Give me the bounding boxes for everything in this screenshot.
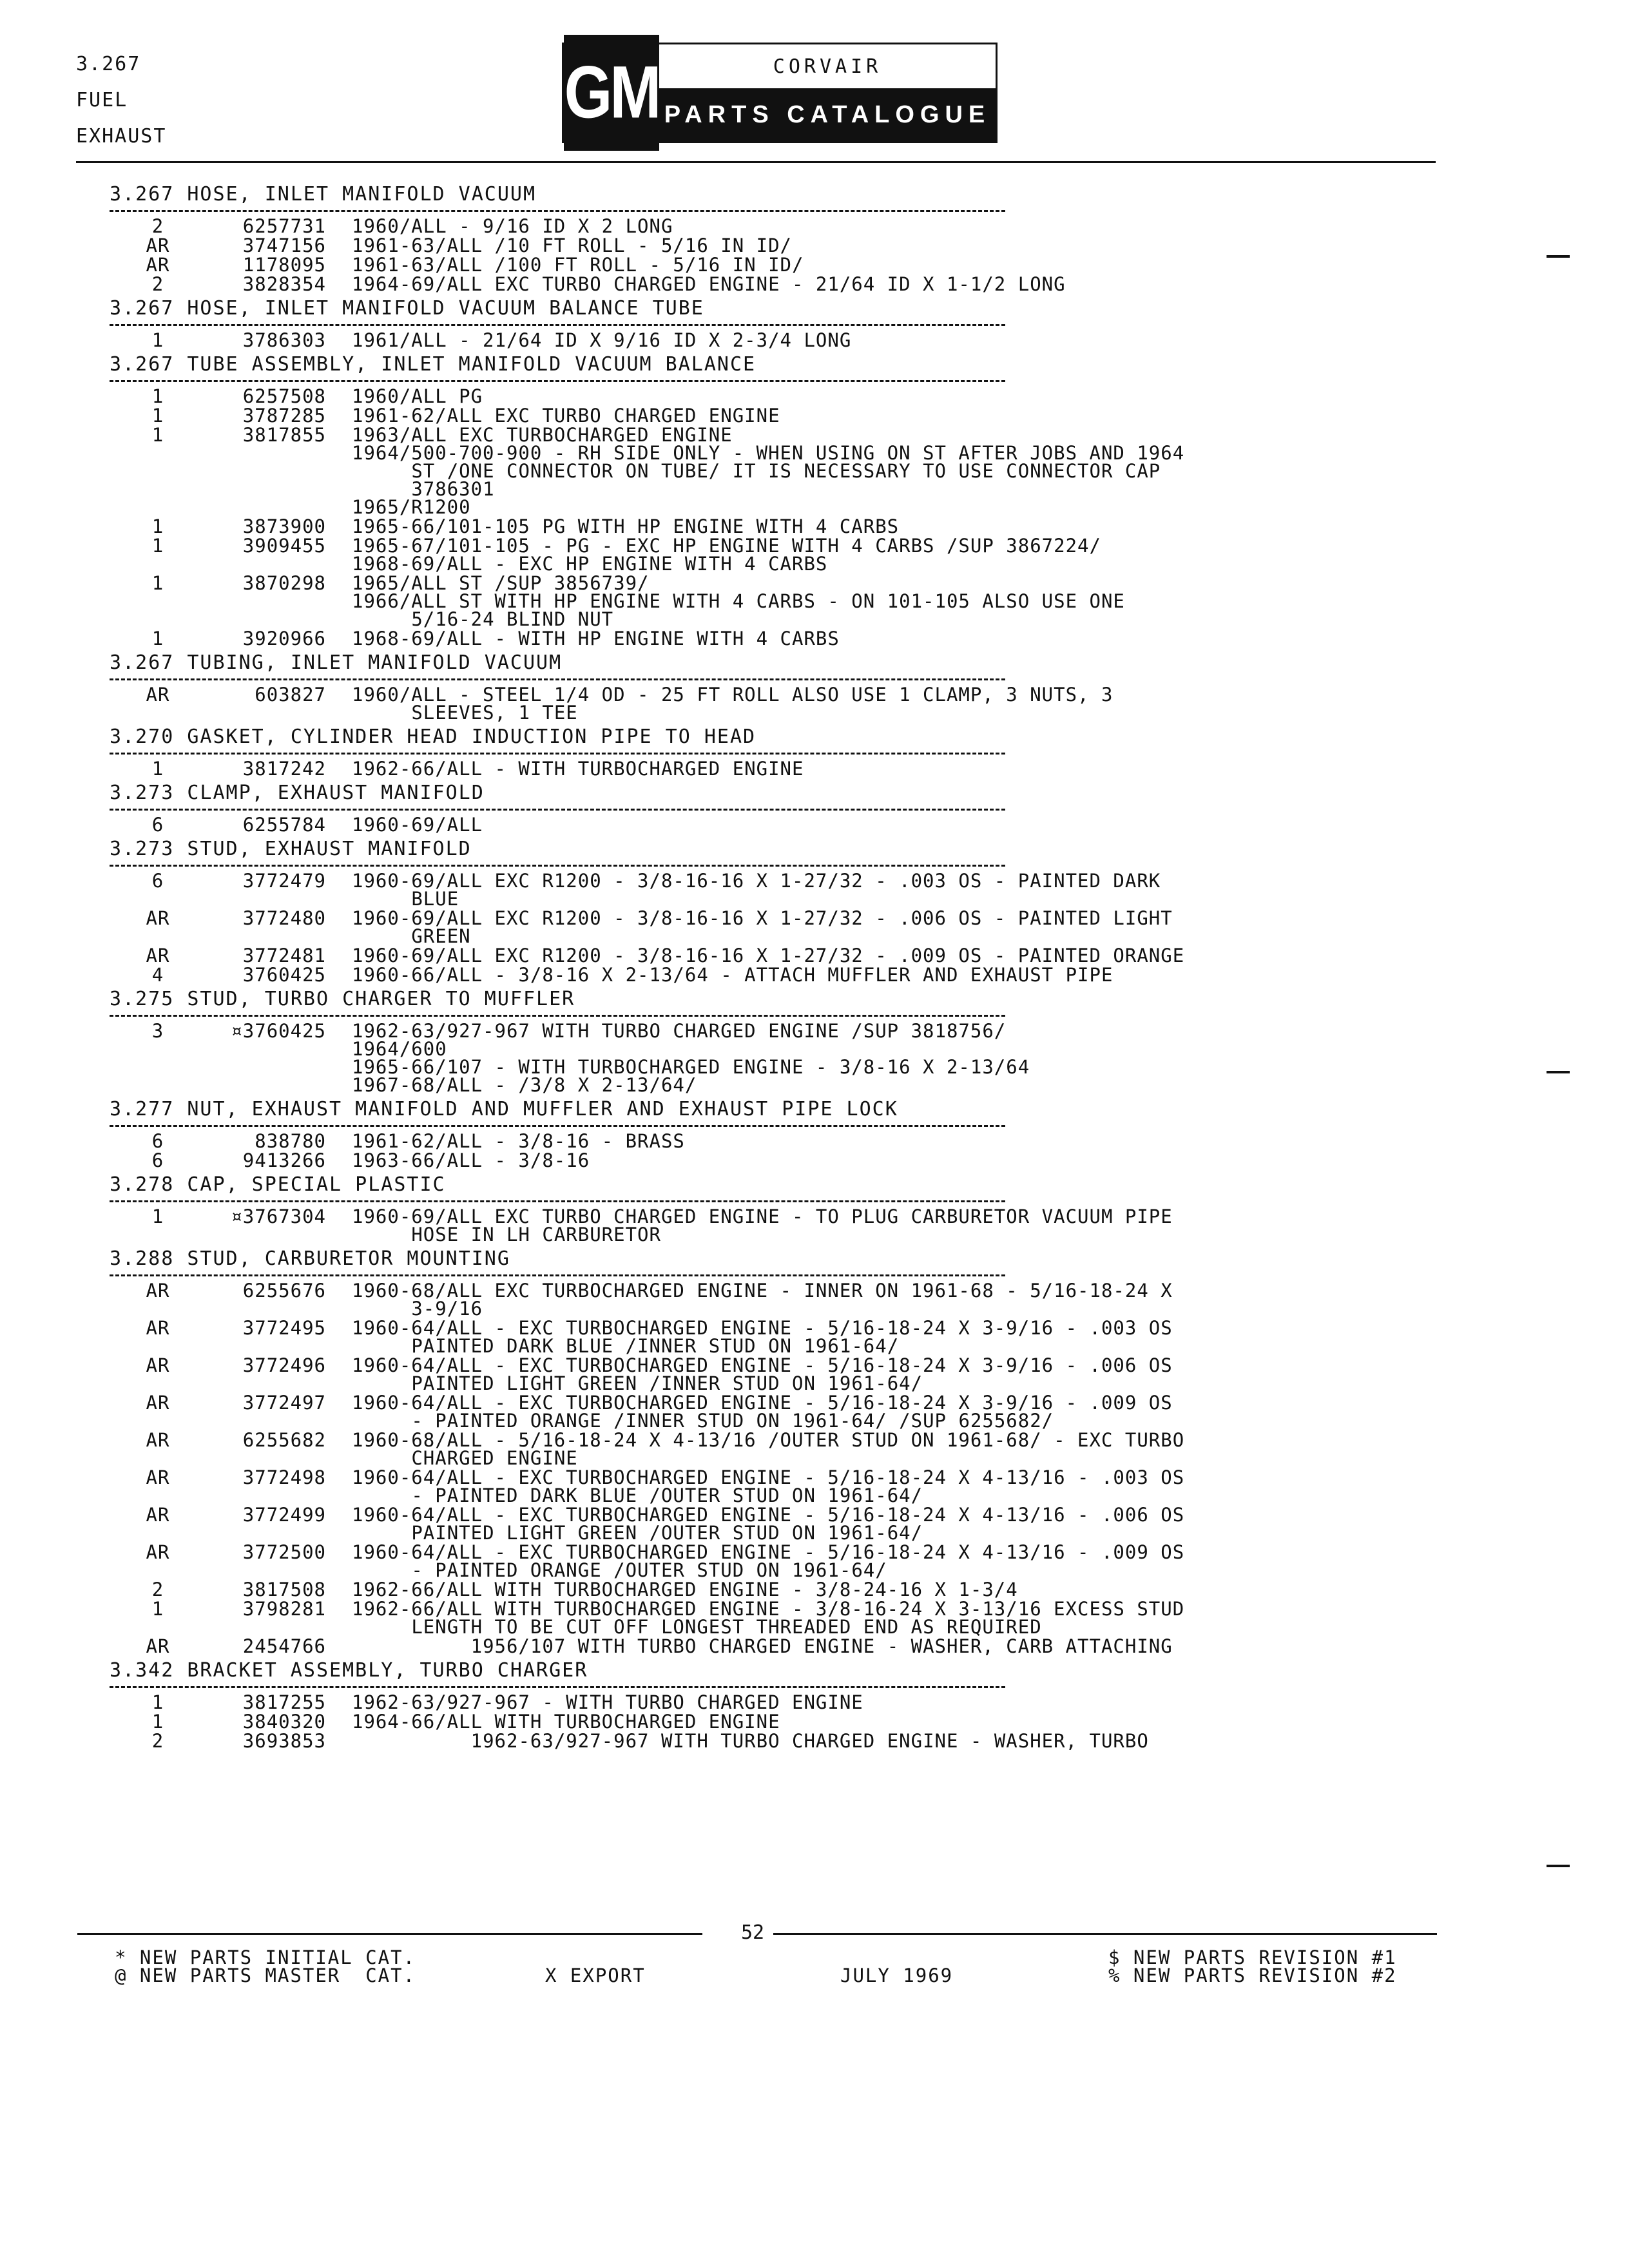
part-number: 3840320	[242, 1711, 326, 1733]
section-underline	[110, 865, 1005, 867]
part-quantity: AR	[146, 945, 170, 966]
part-number: 6255682	[242, 1429, 326, 1451]
section-underline	[110, 210, 1005, 212]
parts-listing	[110, 182, 1463, 1753]
section-heading: 3.270 GASKET, CYLINDER HEAD INDUCTION PIPE TO HEAD	[110, 726, 757, 748]
part-description: 1960-69/ALL EXC R1200 - 3/8-16-16 X 1-27/32 - .006 OS - PAINTED LIGHT GREEN	[352, 907, 1173, 947]
section-heading: 3.273 CLAMP, EXHAUST MANIFOLD	[110, 782, 485, 804]
part-description: 1960-64/ALL - EXC TURBOCHARGED ENGINE - 5/16-18-24 X 3-9/16 - .009 OS - PAINTED ORANGE /INNER STUD ON 1961-64/ /SUP 6255682/	[352, 1392, 1173, 1432]
part-row	[110, 1581, 1463, 1599]
part-number: 6255784	[242, 814, 326, 836]
part-description: 1960-66/ALL - 3/8-16 X 2-13/64 - ATTACH MUFFLER AND EXHAUST PIPE	[352, 964, 1113, 986]
part-number: 3873900	[242, 515, 326, 537]
part-description: 1965-66/101-105 PG WITH HP ENGINE WITH 4 CARBS	[352, 515, 900, 537]
part-row	[110, 816, 1463, 834]
section-heading: 3.342 BRACKET ASSEMBLY, TURBO CHARGER	[110, 1659, 588, 1682]
part-row	[110, 217, 1463, 235]
part-row	[110, 1713, 1463, 1731]
part-quantity: 1	[151, 515, 164, 537]
catalogue-section	[110, 1246, 1463, 1655]
part-quantity: 1	[151, 1598, 164, 1620]
section-underline	[110, 678, 1005, 680]
part-row	[110, 537, 1463, 573]
part-quantity: 4	[151, 964, 164, 986]
brand-name: CORVAIR	[773, 55, 882, 78]
legend-revision-1: $ NEW PARTS REVISION #1	[1108, 1946, 1397, 1968]
part-quantity: AR	[146, 1635, 170, 1657]
part-row	[110, 275, 1463, 293]
part-description: 1962-63/927-967 - WITH TURBO CHARGED ENGINE	[352, 1691, 863, 1713]
part-row	[110, 1506, 1463, 1542]
part-number: 3817508	[242, 1579, 326, 1600]
part-quantity: AR	[146, 235, 170, 256]
catalogue-section	[110, 182, 1463, 293]
part-description: 1965/ALL ST /SUP 3856739/ 1966/ALL ST WITH HP ENGINE WITH 4 CARBS - ON 101-105 ALSO USE ONE 5/16-24 BLIND NUT	[352, 572, 1125, 630]
part-number: 838780	[255, 1130, 326, 1152]
catalogue-section	[110, 1097, 1463, 1169]
part-quantity: AR	[146, 1541, 170, 1563]
part-number: 3909455	[242, 535, 326, 557]
part-row	[110, 1319, 1463, 1355]
part-quantity: AR	[146, 1280, 170, 1302]
part-number: 1178095	[242, 254, 326, 276]
part-description: 1960-69/ALL EXC R1200 - 3/8-16-16 X 1-27/32 - .003 OS - PAINTED DARK BLUE	[352, 870, 1161, 910]
part-quantity: AR	[146, 1466, 170, 1488]
legend-export: X EXPORT	[545, 1965, 646, 1986]
logo-title-block	[659, 44, 996, 141]
section-underline	[110, 1125, 1005, 1127]
part-number: 3772498	[242, 1466, 326, 1488]
part-quantity: 6	[151, 814, 164, 836]
part-number: 3772500	[242, 1541, 326, 1563]
part-number: 3772495	[242, 1317, 326, 1339]
part-quantity: 2	[151, 215, 164, 237]
section-underline	[110, 324, 1005, 326]
part-number: 3828354	[242, 273, 326, 295]
part-description: 1960-64/ALL - EXC TURBOCHARGED ENGINE - 5/16-18-24 X 4-13/16 - .009 OS - PAINTED ORANGE /OUTER STUD ON 1961-64/	[352, 1541, 1185, 1581]
section-underline	[110, 1200, 1005, 1202]
part-number: 3772499	[242, 1504, 326, 1526]
part-row	[110, 407, 1463, 425]
part-description: 1960-68/ALL - 5/16-18-24 X 4-13/16 /OUTER STUD ON 1961-68/ - EXC TURBO CHARGED ENGINE	[352, 1429, 1185, 1469]
part-number: 3870298	[242, 572, 326, 594]
part-number: 3772481	[242, 945, 326, 966]
page-header-left	[76, 46, 166, 155]
part-quantity: AR	[146, 907, 170, 929]
part-quantity: AR	[146, 1504, 170, 1526]
part-number: 3817855	[242, 424, 326, 446]
part-description: 1964-66/ALL WITH TURBOCHARGED ENGINE	[352, 1711, 780, 1733]
catalogue-section	[110, 724, 1463, 778]
part-description: 1960-68/ALL EXC TURBOCHARGED ENGINE - INNER ON 1961-68 - 5/16-18-24 X 3-9/16	[352, 1280, 1173, 1320]
part-number: 9413266	[242, 1149, 326, 1171]
section-underline	[110, 1686, 1005, 1688]
catalogue-section	[110, 836, 1463, 984]
section-heading: 3.267 TUBE ASSEMBLY, INLET MANIFOLD VACUUM BALANCE	[110, 353, 757, 376]
part-quantity: 2	[151, 273, 164, 295]
catalogue-title: PARTS CATALOGUE	[659, 88, 996, 141]
part-description: 1961-63/ALL /100 FT ROLL - 5/16 IN ID/	[352, 254, 804, 276]
part-description: 1961-62/ALL EXC TURBO CHARGED ENGINE	[352, 405, 780, 427]
part-description: 1968-69/ALL - WITH HP ENGINE WITH 4 CARBS	[352, 628, 840, 649]
part-row	[110, 947, 1463, 965]
section-heading: 3.288 STUD, CARBURETOR MOUNTING	[110, 1247, 510, 1270]
group-name: FUEL	[76, 89, 128, 111]
part-row	[110, 517, 1463, 535]
part-number: 6257731	[242, 215, 326, 237]
page-number: 52	[741, 1921, 765, 1944]
part-quantity: 6	[151, 1130, 164, 1152]
part-quantity: 1	[151, 535, 164, 557]
gm-logo: GM	[564, 35, 659, 151]
part-description: 1960-69/ALL EXC R1200 - 3/8-16-16 X 1-27/32 - .009 OS - PAINTED ORANGE	[352, 945, 1185, 966]
part-row	[110, 1394, 1463, 1430]
part-number: 3760425	[242, 964, 326, 986]
part-description: 1956/107 WITH TURBO CHARGED ENGINE - WASHER, CARB ATTACHING	[352, 1635, 1173, 1657]
legend-revision-2: % NEW PARTS REVISION #2	[1108, 1965, 1397, 1986]
section-underline	[110, 1274, 1005, 1276]
part-number: 6255676	[242, 1280, 326, 1302]
catalogue-section	[110, 296, 1463, 349]
part-row	[110, 331, 1463, 349]
part-description: 1961-63/ALL /10 FT ROLL - 5/16 IN ID/	[352, 235, 793, 256]
part-number: 3772496	[242, 1354, 326, 1376]
part-quantity: 1	[151, 424, 164, 446]
part-number: 3817255	[242, 1691, 326, 1713]
catalogue-date: JULY 1969	[840, 1965, 954, 1986]
part-description: 1960-64/ALL - EXC TURBOCHARGED ENGINE - 5/16-18-24 X 3-9/16 - .003 OS PAINTED DARK BLUE /INNER STUD ON 1961-64/	[352, 1317, 1173, 1357]
part-row	[110, 426, 1463, 516]
part-number: 3772497	[242, 1392, 326, 1414]
part-number: 3772480	[242, 907, 326, 929]
part-row	[110, 872, 1463, 908]
part-quantity: AR	[146, 1429, 170, 1451]
catalogue-section	[110, 352, 1463, 648]
part-number: 3786303	[242, 329, 326, 351]
section-underline	[110, 380, 1005, 382]
part-description: 1960/ALL PG	[352, 385, 483, 407]
margin-mark	[1547, 1071, 1570, 1073]
part-quantity: 1	[151, 329, 164, 351]
part-row	[110, 1637, 1463, 1655]
header-divider	[76, 161, 1436, 163]
part-row	[110, 256, 1463, 274]
part-number: 3747156	[242, 235, 326, 256]
catalogue-section	[110, 650, 1463, 722]
legend-new-master: @ NEW PARTS MASTER CAT.	[115, 1965, 416, 1986]
section-heading: 3.267 TUBING, INLET MANIFOLD VACUUM	[110, 651, 563, 674]
part-description: 1963/ALL EXC TURBOCHARGED ENGINE 1964/500-700-900 - RH SIDE ONLY - WHEN USING ON ST AFTER JOBS AND 1964 ST /ONE CONNECTOR ON TUBE/ IT IS NECESSARY TO USE CONNECTOR CAP 3786301 1965/R1200	[352, 424, 1185, 518]
part-quantity: 1	[151, 1206, 164, 1227]
subgroup-name: EXHAUST	[76, 125, 167, 148]
part-row	[110, 1600, 1463, 1636]
part-row	[110, 574, 1463, 628]
part-quantity: AR	[146, 254, 170, 276]
part-description: 1962-66/ALL WITH TURBOCHARGED ENGINE - 3/8-16-24 X 3-13/16 EXCESS STUD LENGTH TO BE CUT OFF LONGEST THREADED END AS REQUIRED	[352, 1598, 1185, 1638]
part-number: ¤3760425	[231, 1020, 326, 1042]
part-quantity: 1	[151, 385, 164, 407]
section-heading: 3.275 STUD, TURBO CHARGER TO MUFFLER	[110, 988, 575, 1010]
part-description: 1960-69/ALL	[352, 814, 483, 836]
part-description: 1965-67/101-105 - PG - EXC HP ENGINE WITH 4 CARBS /SUP 3867224/ 1968-69/ALL - EXC HP ENGINE WITH 4 CARBS	[352, 535, 1101, 575]
part-row	[110, 1356, 1463, 1392]
part-quantity: 2	[151, 1579, 164, 1600]
part-description: 1960-64/ALL - EXC TURBOCHARGED ENGINE - 5/16-18-24 X 4-13/16 - .006 OS PAINTED LIGHT GREEN /OUTER STUD ON 1961-64/	[352, 1504, 1185, 1544]
part-number: ¤3767304	[231, 1206, 326, 1227]
section-heading: 3.277 NUT, EXHAUST MANIFOLD AND MUFFLER AND EXHAUST PIPE LOCK	[110, 1098, 898, 1120]
part-row	[110, 1543, 1463, 1579]
part-row	[110, 760, 1463, 778]
catalogue-section	[110, 1172, 1463, 1244]
part-row	[110, 909, 1463, 945]
part-row	[110, 966, 1463, 984]
part-description: 1961-62/ALL - 3/8-16 - BRASS	[352, 1130, 685, 1152]
part-quantity: AR	[146, 684, 170, 706]
section-heading: 3.273 STUD, EXHAUST MANIFOLD	[110, 838, 472, 860]
section-underline	[110, 753, 1005, 754]
gm-parts-catalogue-logo	[562, 43, 998, 143]
section-code: 3.267	[76, 53, 141, 75]
part-row	[110, 629, 1463, 648]
part-quantity: 6	[151, 870, 164, 892]
part-number: 603827	[255, 684, 326, 706]
part-number: 3817242	[242, 758, 326, 780]
part-row	[110, 236, 1463, 255]
part-row	[110, 1207, 1463, 1244]
part-description: 1960-64/ALL - EXC TURBOCHARGED ENGINE - 5/16-18-24 X 3-9/16 - .006 OS PAINTED LIGHT GREEN /INNER STUD ON 1961-64/	[352, 1354, 1173, 1394]
part-description: 1963-66/ALL - 3/8-16	[352, 1149, 590, 1171]
part-row	[110, 1468, 1463, 1504]
part-row	[110, 387, 1463, 405]
part-description: 1960-69/ALL EXC TURBO CHARGED ENGINE - TO PLUG CARBURETOR VACUUM PIPE HOSE IN LH CARBURETOR	[352, 1206, 1173, 1245]
part-quantity: 1	[151, 572, 164, 594]
part-description: 1960/ALL - 9/16 ID X 2 LONG	[352, 215, 673, 237]
part-quantity: AR	[146, 1354, 170, 1376]
part-row	[110, 1431, 1463, 1467]
section-heading: 3.267 HOSE, INLET MANIFOLD VACUUM BALANCE TUBE	[110, 297, 704, 320]
part-description: 1961/ALL - 21/64 ID X 9/16 ID X 2-3/4 LONG	[352, 329, 852, 351]
part-description: 1962-66/ALL - WITH TURBOCHARGED ENGINE	[352, 758, 804, 780]
part-row	[110, 1151, 1463, 1169]
part-number: 3693853	[242, 1730, 326, 1752]
part-quantity: AR	[146, 1317, 170, 1339]
part-number: 3920966	[242, 628, 326, 649]
part-number: 3798281	[242, 1598, 326, 1620]
part-quantity: 1	[151, 405, 164, 427]
part-description: 1960-64/ALL - EXC TURBOCHARGED ENGINE - 5/16-18-24 X 4-13/16 - .003 OS - PAINTED DARK BLUE /OUTER STUD ON 1961-64/	[352, 1466, 1185, 1506]
part-row	[110, 1693, 1463, 1711]
part-quantity: 1	[151, 1691, 164, 1713]
part-description: 1962-63/927-967 WITH TURBO CHARGED ENGINE - WASHER, TURBO	[352, 1730, 1149, 1752]
catalogue-section	[110, 780, 1463, 834]
part-quantity: 1	[151, 1711, 164, 1733]
part-row	[110, 1282, 1463, 1318]
section-heading: 3.278 CAP, SPECIAL PLASTIC	[110, 1173, 446, 1196]
part-row	[110, 686, 1463, 722]
margin-mark	[1547, 255, 1570, 258]
catalogue-section	[110, 1658, 1463, 1750]
footer-divider-left	[77, 1933, 702, 1935]
part-number: 3787285	[242, 405, 326, 427]
part-number: 3772479	[242, 870, 326, 892]
part-quantity: 2	[151, 1730, 164, 1752]
margin-mark	[1547, 1865, 1570, 1867]
part-description: 1962-66/ALL WITH TURBOCHARGED ENGINE - 3/8-24-16 X 1-3/4	[352, 1579, 1018, 1600]
section-underline	[110, 1015, 1005, 1017]
part-quantity: 1	[151, 758, 164, 780]
legend-new-initial: * NEW PARTS INITIAL CAT.	[115, 1946, 416, 1968]
part-description: 1962-63/927-967 WITH TURBO CHARGED ENGINE /SUP 3818756/ 1964/600 1965-66/107 - WITH TURBOCHARGED ENGINE - 3/8-16 X 2-13/64 1967-68/ALL - /3/8 X 2-13/64/	[352, 1020, 1030, 1096]
part-row	[110, 1132, 1463, 1150]
catalogue-section	[110, 986, 1463, 1094]
part-row	[110, 1732, 1463, 1750]
part-description: 1964-69/ALL EXC TURBO CHARGED ENGINE - 21/64 ID X 1-1/2 LONG	[352, 273, 1066, 295]
footer-divider-right	[773, 1933, 1437, 1935]
part-row	[110, 1022, 1463, 1094]
part-quantity: AR	[146, 1392, 170, 1414]
part-quantity: 3	[151, 1020, 164, 1042]
section-underline	[110, 809, 1005, 811]
section-heading: 3.267 HOSE, INLET MANIFOLD VACUUM	[110, 183, 537, 206]
part-description: 1960/ALL - STEEL 1/4 OD - 25 FT ROLL ALSO USE 1 CLAMP, 3 NUTS, 3 SLEEVES, 1 TEE	[352, 684, 1113, 724]
part-quantity: 1	[151, 628, 164, 649]
part-quantity: 6	[151, 1149, 164, 1171]
part-number: 2454766	[242, 1635, 326, 1657]
part-number: 6257508	[242, 385, 326, 407]
